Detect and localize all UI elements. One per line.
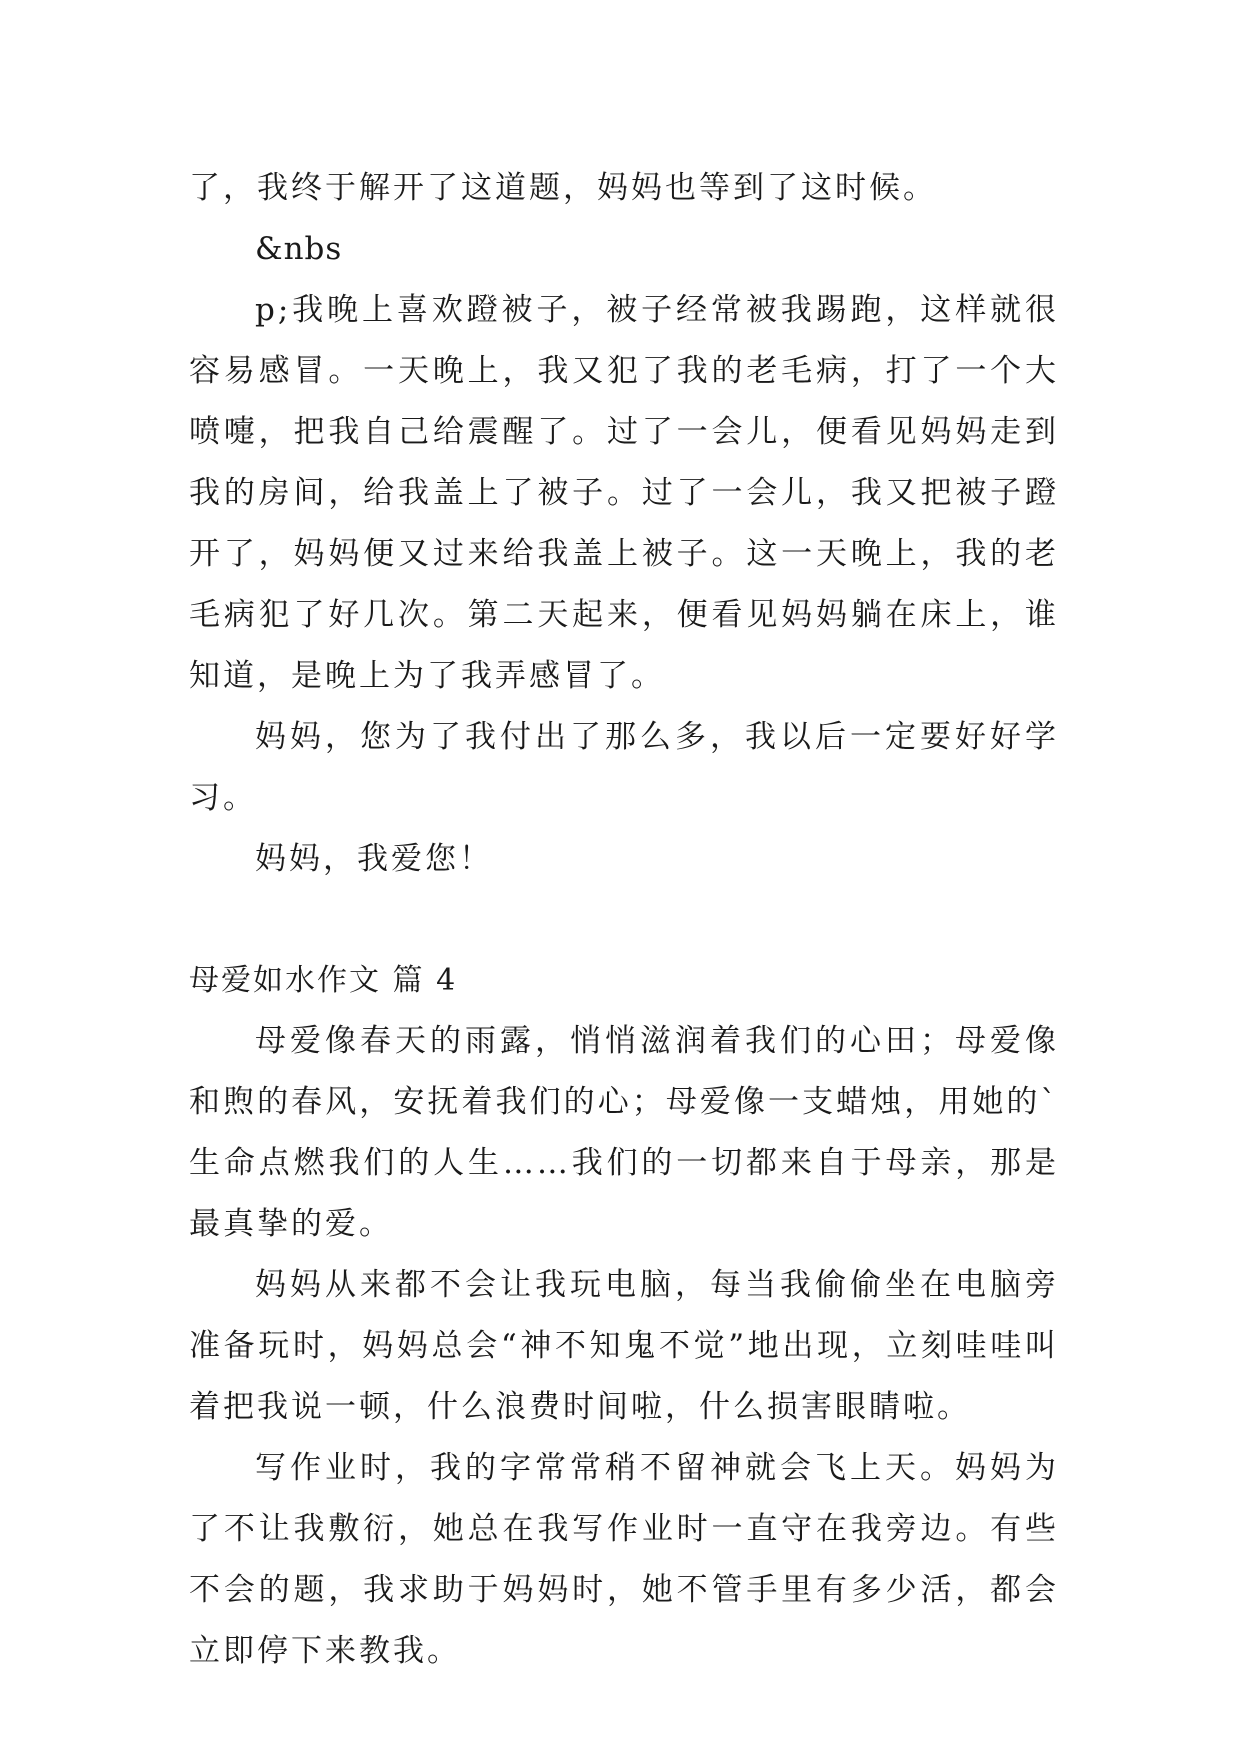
section-heading: 母爱如水作文 篇 4 <box>189 963 458 998</box>
paragraph: p;我晚上喜欢蹬被子，被子经常被我踢跑，这样就很容易感冒。一天晚上，我又犯了我的老毛病，打了一个大喷嚏，把我自己给震醒了。过了一会儿，便看见妈妈走到我的房间，给我盖上了被子。过了一会儿，我又把被子蹬开了，妈妈便又过来给我盖上被子。这一天晚上，我的老毛病犯了好几次。第二天起来，便看见妈妈躺在床上，谁知道，是晚上为了我弄感冒了。 <box>189 292 1059 694</box>
paragraph-artifact: &nbs <box>255 231 343 267</box>
paragraph: 妈妈，我爱您！ <box>255 841 493 877</box>
paragraph: 母爱像春天的雨露，悄悄滋润着我们的心田；母爱像和煦的春风，安抚着我们的心；母爱像一支蜡烛，用她的`生命点燃我们的人生……我们的一切都来自于母亲，那是最真挚的爱。 <box>189 1023 1059 1242</box>
paragraph: 妈妈从来都不会让我玩电脑，每当我偷偷坐在电脑旁准备玩时，妈妈总会“神不知鬼不觉”地出现，立刻哇哇叫着把我说一顿，什么浪费时间啦，什么损害眼睛啦。 <box>189 1267 1059 1425</box>
document-body <box>189 158 1059 1682</box>
paragraph: 了，我终于解开了这道题，妈妈也等到了这时候。 <box>189 170 937 206</box>
paragraph: 妈妈，您为了我付出了那么多，我以后一定要好好学习。 <box>189 719 1059 816</box>
paragraph: 写作业时，我的字常常稍不留神就会飞上天。妈妈为了不让我敷衍，她总在我写作业时一直守在我旁边。有些不会的题，我求助于妈妈时，她不管手里有多少活，都会立即停下来教我。 <box>189 1450 1059 1669</box>
